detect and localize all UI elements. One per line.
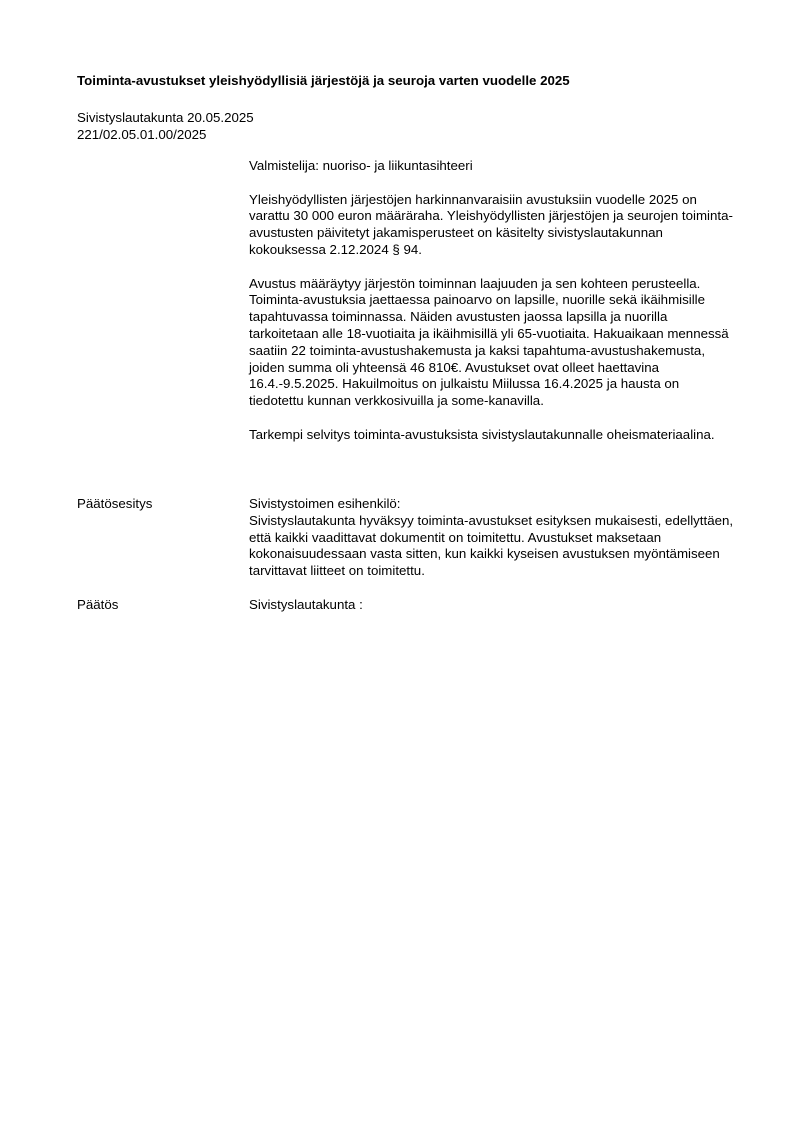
document-body xyxy=(249,158,737,460)
proposal-section xyxy=(249,496,737,580)
committee-date: Sivistyslautakunta 20.05.2025 xyxy=(77,110,254,125)
document-title: Toiminta-avustukset yleishyödyllisiä järjestöjä ja seuroja varten vuodelle 2025 xyxy=(77,73,570,88)
proposal-presenter: Sivistystoimen esihenkilö: xyxy=(249,496,401,511)
preparer-line: Valmistelija: nuoriso- ja liikuntasihteeri xyxy=(249,158,473,173)
decision-label: Päätös xyxy=(77,597,119,612)
body-paragraph-2: Avustus määräytyy järjestön toiminnan laajuuden ja sen kohteen perusteella. Toiminta-avustuksia jaettaessa painoarvo on lapsille, nuorille sekä ikäihmisille tapahtuvassa toiminnassa. Näiden avustusten jaossa lapsilla ja nuorilla tarkoitetaan alle 18-vuotiaita ja ikäihmisillä yli 65-vuotiaita. Hakuaikaan mennessä saatiin 22 toiminta-avustushakemusta ja kaksi tapahtuma-avustushakemusta, joiden summa oli yhteensä 46 810€. Avustukset ovat olleet haettavina 16.4.-9.5.2025. Hakuilmoitus on julkaistu Miilussa 16.4.2025 ja hausta on tiedotettu kunnan verkkosivuilla ja some-kanavilla. xyxy=(249,275,729,409)
body-paragraph-3: Tarkempi selvitys toiminta-avustuksista sivistyslautakunnalle oheismateriaalina. xyxy=(249,426,715,442)
proposal-label: Päätösesitys xyxy=(77,496,153,511)
decision-text: Sivistyslautakunta : xyxy=(249,597,363,612)
case-number: 221/02.05.01.00/2025 xyxy=(77,126,207,142)
body-paragraph-1: Yleishyödyllisten järjestöjen harkinnanvaraisiin avustuksiin vuodelle 2025 on varattu 30 000 euron määräraha. Yleishyödyllisten järjestöjen ja seurojen toiminta-avustusten päivitetyt jakamisperusteet on käsitelty sivistyslautakunnan kokouksessa 2.12.2024 § 94. xyxy=(249,191,733,257)
document-meta xyxy=(77,110,477,144)
proposal-text: Sivistyslautakunta hyväksyy toiminta-avustukset esityksen mukaisesti, edellyttäen, että kaikki vaadittavat dokumentit on toimitettu. Avustukset maksetaan kokonaisuudessaan vasta sitten, kun kaikki kyseisen avustuksen myöntämiseen tarvittavat liitteet on toimitettu. xyxy=(249,512,734,579)
